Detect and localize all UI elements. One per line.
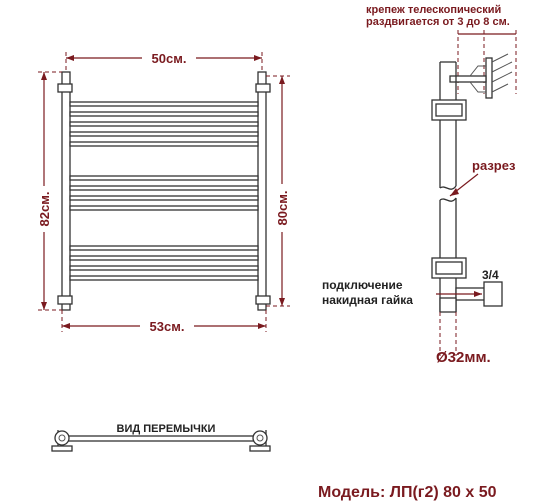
right-height-label: 80см. [275,190,290,226]
union-nut [484,282,502,306]
jumper-right-end [250,430,270,451]
bottom-width-dimension [62,310,266,334]
cut-label: разрез [472,158,516,173]
right-height-dimension [266,76,290,306]
mount-note-line1: крепеж телескопический [366,4,502,16]
connection-label-line1: подключение [322,278,403,292]
mount-note-line2: раздвигается от 3 до 8 см. [366,16,510,28]
left-post [62,72,70,310]
rungs-group-top [70,102,258,146]
left-top-bracket [58,84,72,92]
top-width-dimension [66,51,262,72]
jumper-bar [66,436,256,441]
jumper-left-end [52,430,72,451]
left-bottom-bracket [58,296,72,304]
rungs-group-middle [70,176,258,210]
thread-size-label: 3/4 [482,268,499,282]
jumper-label: ВИД ПЕРЕМЫЧКИ [116,423,216,435]
left-height-dimension [37,72,62,310]
right-bottom-bracket [256,296,270,304]
right-top-bracket [256,84,270,92]
rungs-group-bottom [70,246,258,280]
right-post [258,72,266,310]
front-view [37,51,290,334]
bottom-width-label: 53см. [149,319,185,334]
diameter-label: Ø32мм. [436,349,491,366]
jumper-view [52,423,270,451]
top-width-label: 50см. [151,51,187,66]
wall-plate [486,58,492,98]
tube-lower [440,198,456,312]
side-view [322,4,516,366]
left-height-label: 82см. [37,191,52,227]
connection-label-line2: накидная гайка [322,293,413,307]
model-label: Модель: ЛП(г2) 80 х 50 [318,484,497,501]
